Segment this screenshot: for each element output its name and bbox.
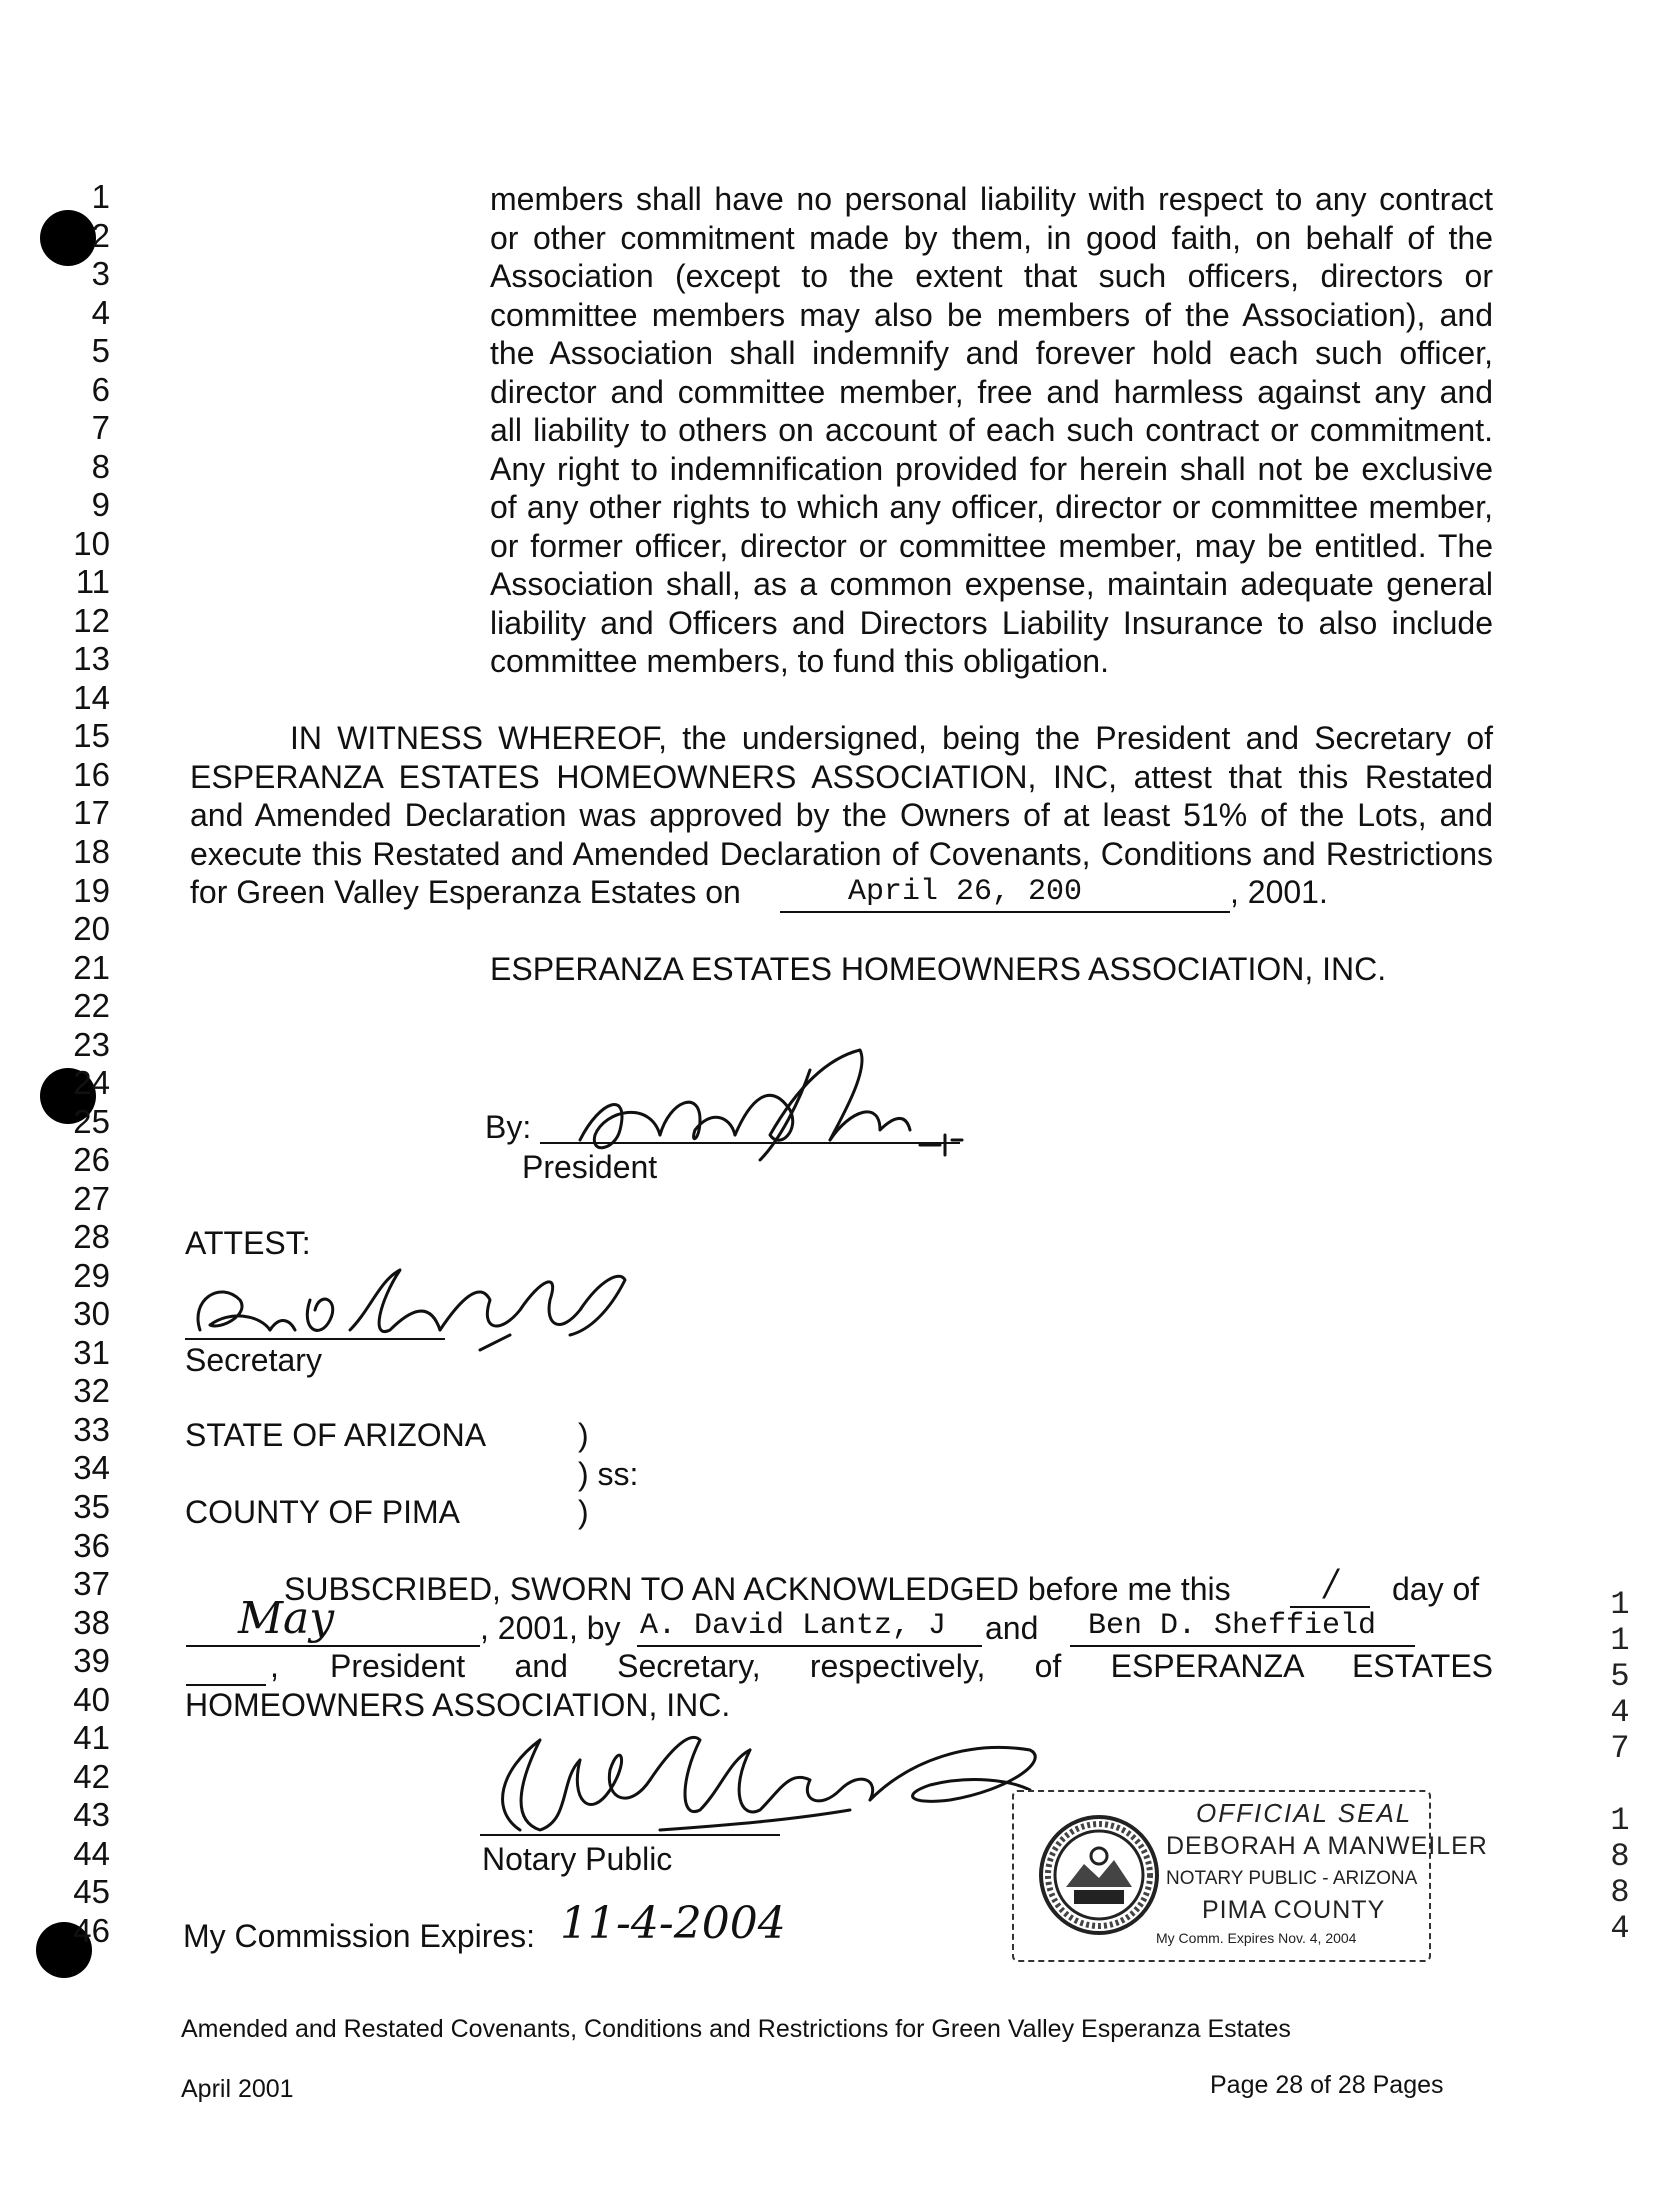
recording-digit: 4 (1610, 1910, 1630, 1947)
ack-comma: , (270, 1648, 279, 1684)
line-number: 40 (73, 1680, 110, 1718)
approval-year: , 2001. (1230, 874, 1328, 910)
line-number: 42 (73, 1757, 110, 1795)
recording-digit: 4 (1610, 1694, 1630, 1731)
text-line: the Association shall indemnify and forever hold each such officer, (490, 335, 1493, 371)
ack-year: , 2001, by (480, 1610, 621, 1646)
line-number: 33 (73, 1410, 110, 1448)
ack-line-3: President and Secretary, respectively, of ESPERANZA ESTATES (330, 1648, 1493, 1684)
attest-label: ATTEST: (185, 1225, 311, 1261)
commission-label: My Commission Expires: (183, 1918, 536, 1954)
text-line: members shall have no personal liability with respect to any contract (490, 181, 1493, 217)
line-number: 12 (73, 601, 110, 639)
line-number: 28 (73, 1218, 110, 1256)
arizona-seal-icon (1036, 1812, 1162, 1938)
text-line: execute this Restated and Amended Declaration of Covenants, Conditions and Restrictions (190, 836, 1493, 872)
line-number: 25 (73, 1102, 110, 1140)
text-line: Association shall, as a common expense, maintain adequate general (490, 566, 1493, 602)
association-name: ESPERANZA ESTATES HOMEOWNERS ASSOCIATION, INC. (490, 951, 1387, 987)
text-line: committee members, to fund this obligation. (490, 643, 1109, 679)
notary-label: Notary Public (482, 1841, 673, 1877)
line-number: 30 (73, 1295, 110, 1333)
notary-signature (430, 1700, 1070, 1870)
seal-title: OFFICIAL SEAL (1196, 1798, 1413, 1828)
president-label: President (522, 1149, 658, 1185)
ack-day-of: day of (1392, 1571, 1480, 1607)
line-number: 21 (73, 948, 110, 986)
text-line: for Green Valley Esperanza Estates on (190, 874, 741, 910)
by-label: By: (485, 1109, 532, 1145)
line-number: 14 (73, 678, 110, 716)
line-number: 17 (73, 794, 110, 832)
line-number: 19 (73, 871, 110, 909)
footer-page: Page 28 of 28 Pages (1210, 2071, 1444, 2099)
text-line: of any other rights to which any officer, director or committee member, (490, 489, 1493, 525)
line-number: 46 (73, 1911, 110, 1949)
text-line: IN WITNESS WHEREOF, the undersigned, being the President and Secretary of (290, 720, 1493, 756)
line-number: 27 (73, 1179, 110, 1217)
line-number: 43 (73, 1796, 110, 1834)
text-line: committee members may also be members of the Association), and (490, 297, 1493, 333)
paren: ) (578, 1494, 589, 1530)
approval-date: April 26, 200 (848, 875, 1083, 909)
line-number: 9 (91, 486, 110, 524)
recording-digit: 8 (1610, 1874, 1630, 1911)
text-line: all liability to others on account of each such contract or commitment. (490, 412, 1493, 448)
recording-digit: 5 (1610, 1658, 1630, 1695)
line-number: 29 (73, 1256, 110, 1294)
seal-role: NOTARY PUBLIC - ARIZONA (1166, 1868, 1418, 1889)
text-line: Any right to indemnification provided for herein shall not be exclusive (490, 451, 1493, 487)
line-number: 5 (91, 332, 110, 370)
text-line: director and committee member, free and harmless against any and (490, 374, 1493, 410)
seal-county: PIMA COUNTY (1202, 1896, 1386, 1924)
text-line: and Amended Declaration was approved by the Owners of at least 51% of the Lots, and (190, 797, 1493, 833)
line-number: 22 (73, 987, 110, 1025)
recording-digit: 8 (1610, 1838, 1630, 1875)
ack-and: and (985, 1610, 1039, 1646)
recording-digit: 1 (1610, 1622, 1630, 1659)
ack-name-1: A. David Lantz, J (640, 1609, 947, 1643)
official-seal (1012, 1790, 1488, 1962)
line-number: 8 (91, 447, 110, 485)
line-number: 34 (73, 1449, 110, 1487)
text-line: ESPERANZA ESTATES HOMEOWNERS ASSOCIATION, INC, attest that this Restated (190, 759, 1493, 795)
text-line: liability and Officers and Directors Liability Insurance to also include (490, 605, 1493, 641)
footer-date: April 2001 (181, 2075, 294, 2103)
line-number: 16 (73, 755, 110, 793)
seal-expires: My Comm. Expires Nov. 4, 2004 (1156, 1930, 1357, 1946)
ss-label: ) ss: (578, 1456, 639, 1492)
line-number: 31 (73, 1333, 110, 1371)
recording-digit: 1 (1610, 1586, 1630, 1623)
text-line: Association (except to the extent that such officers, directors or (490, 258, 1493, 294)
line-number: 24 (73, 1064, 110, 1102)
line-number: 15 (73, 717, 110, 755)
recording-digit: 1 (1610, 1802, 1630, 1839)
line-number: 13 (73, 640, 110, 678)
county-label: COUNTY OF PIMA (185, 1494, 460, 1530)
president-signature (560, 1040, 1000, 1190)
line-number: 7 (91, 409, 110, 447)
secretary-signature (180, 1240, 650, 1370)
line-number: 2 (91, 216, 110, 254)
line-number: 39 (73, 1642, 110, 1680)
line-number: 45 (73, 1873, 110, 1911)
line-number: 4 (91, 293, 110, 331)
commission-date: 11-4-2004 (560, 1898, 786, 1949)
line-number: 3 (91, 255, 110, 293)
text-line: or other commitment made by them, in good faith, on behalf of the (490, 220, 1493, 256)
line-number: 32 (73, 1372, 110, 1410)
ack-name-2: Ben D. Sheffield (1088, 1609, 1377, 1643)
paren: ) (578, 1417, 589, 1453)
line-number: 18 (73, 833, 110, 870)
ack-month: May (238, 1593, 335, 1644)
line-number: 35 (73, 1488, 110, 1526)
secretary-label: Secretary (185, 1342, 322, 1378)
line-number: 26 (73, 1141, 110, 1179)
line-number: 11 (75, 563, 110, 601)
line-number: 36 (73, 1526, 110, 1564)
ack-day: / (1325, 1563, 1338, 1604)
footer-title: Amended and Restated Covenants, Conditions and Restrictions for Green Valley Esperanza Estates (181, 2015, 1291, 2043)
ack-line-1: SUBSCRIBED, SWORN TO AN ACKNOWLEDGED before me this (284, 1571, 1231, 1607)
seal-name: DEBORAH A MANWEILER (1166, 1832, 1488, 1860)
recording-digit: 7 (1610, 1730, 1630, 1767)
line-number: 38 (73, 1603, 110, 1641)
line-number: 6 (91, 370, 110, 408)
line-number: 44 (73, 1834, 110, 1872)
text-line: or former officer, director or committee member, may be entitled. The (490, 528, 1493, 564)
ack-line-4: HOMEOWNERS ASSOCIATION, INC. (185, 1687, 731, 1723)
line-number: 37 (73, 1565, 110, 1603)
line-number: 1 (91, 178, 110, 215)
line-number: 10 (73, 524, 110, 562)
state-label: STATE OF ARIZONA (185, 1417, 487, 1453)
line-number: 20 (73, 910, 110, 948)
line-number: 23 (73, 1025, 110, 1063)
line-number: 41 (73, 1719, 110, 1757)
